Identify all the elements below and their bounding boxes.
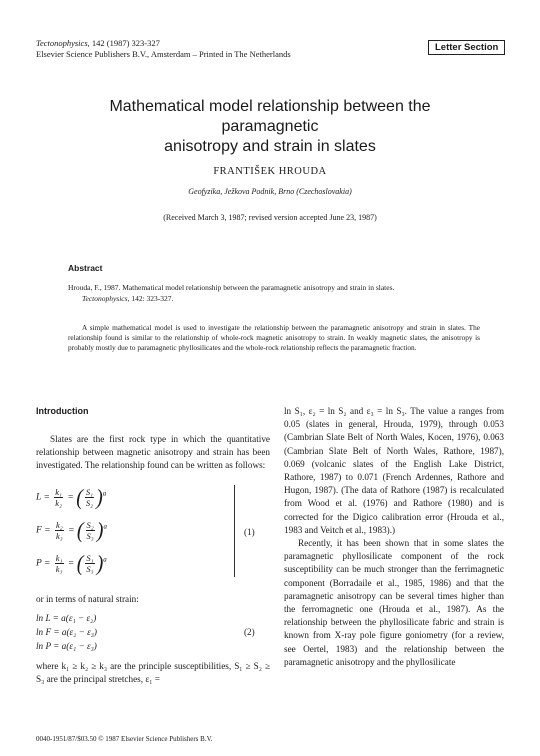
author-name: FRANTIŠEK HROUDA <box>213 166 327 177</box>
equation-P: P = $\frac{\text{k₁}}{\text{k₃}}$ = ( $\frac{\text{S₁}}{\text{S₃}}$ )$^a$ <box>36 551 107 576</box>
exponent-a: a <box>103 522 107 531</box>
den-S3: S₃ <box>86 531 94 541</box>
num-k1: k₁ <box>55 553 63 563</box>
abstract-heading: Abstract <box>68 263 103 273</box>
abstract-body: A simple mathematical model is used to investigate the relationship between the paramagnetic anisotropy and strain in slates. The relationship found is similar to the relationship of whole-rock magnetic anisotropy to strain. In weakly magnetic slates, the anisotropy is probably mostly due to paramagnetic phyllosilicates and the whole-rock relationship reflects the paramagnetic fraction. <box>68 323 480 353</box>
title-line-1: Mathematical model relationship between the paramagnetic <box>109 98 431 135</box>
eq-L-label: L = <box>36 492 50 503</box>
equation-lnP: ln P = a(ε₁ − ε₃) <box>36 641 97 651</box>
fraction-k1-k3 <box>55 553 64 574</box>
fraction-S1-S3 <box>85 553 94 574</box>
received-dates: (Received March 3, 1987; revised version accepted June 23, 1987) <box>163 213 377 222</box>
eq-F-label: F = <box>36 525 51 536</box>
den-k2: k₂ <box>55 498 63 508</box>
journal-name: Tectonophysics <box>36 38 88 48</box>
section-label: Letter Section <box>428 40 505 55</box>
citation-journal: Tectonophysics <box>82 293 128 303</box>
citation-text: Hrouda, F., 1987. Mathematical model relationship between the paramagnetic anisotropy and strain in slates. <box>68 283 395 292</box>
title-line-2: anisotropy and strain in slates <box>164 138 376 155</box>
fraction-S1-S2 <box>85 487 94 508</box>
definitions-paragraph: where k₁ ≥ k₂ ≥ k₃ are the principle susceptibilities, S₁ ≥ S₂ ≥ S₃ are the principal stretches, ε₁ = <box>36 661 270 685</box>
den-S3: S₃ <box>86 564 94 574</box>
equation-lnL: ln L = a(ε₁ − ε₂) <box>36 613 97 623</box>
num-S1: S₁ <box>86 553 94 563</box>
fraction-k2-k3 <box>55 520 64 541</box>
equation-F: F = $\frac{\text{k₂}}{\text{k₃}}$ = ( $\frac{\text{S₂}}{\text{S₃}}$ )$^a$ <box>36 518 107 543</box>
citation-pages: , 142: 323-327. <box>127 293 174 303</box>
copyright-footer: 0040-1951/87/$03.50 © 1987 Elsevier Science Publishers B.V. <box>36 735 213 743</box>
abstract-citation <box>68 283 480 304</box>
num-S2: S₂ <box>86 520 94 530</box>
natural-strain-text: or in terms of natural strain: <box>36 594 139 604</box>
den-S2: S₂ <box>85 498 94 508</box>
article-title <box>60 97 480 157</box>
num-k2: k₂ <box>55 520 63 530</box>
fraction-S2-S3 <box>86 520 95 541</box>
equation-lnF: ln F = a(ε₂ − ε₃) <box>36 627 97 637</box>
journal-header <box>36 38 291 60</box>
intro-paragraph: Slates are the first rock type in which the quantitative relationship between magnetic anisotropy and strain has been investigated. The relationship found can be written as follows: <box>36 434 270 471</box>
equation-number-2: (2) <box>244 627 255 637</box>
exponent-a: a <box>103 555 107 564</box>
equation-number-1: (1) <box>244 527 255 537</box>
right-paragraph-2: Recently, it has been shown that in some slates the paramagnetic phyllosilicate component of the rock susceptibility can be much stronger than the ferrimagnetic component (Borradaile et al., 1985, 1986) and that the paramagnetic anisotropy can be several times higher than the ferromagnetic one (Hrouda et al., 1987). As the relationship between the phyllosilicate fabric and strain is known from X-ray pole figure goniometry (for a review, see Oertel, 1983) and the relationship between the paramagnetic anisotropy and the phyllosilicate <box>284 538 504 667</box>
introduction-heading: Introduction <box>36 406 89 416</box>
right-paragraph-1: ln S₁, ε₂ = ln S₂ and ε₃ = ln S₃. The value a ranges from 0.05 (slates in general, Hrouda, 1979), through 0.053 (Cambrian Slate Belt of North Wales, Kocen, 1976), 0.063 (Cambrian Slate Belt of North Wales, Rathore, 1987), 0.069 (volcanic slates of the English Lake District, Rathore, 1987) to 0.071 (French Ardennes, Rathore and Hugon, 1987). (The data of Rathore (1987) is recalculated from Wood et al. (1976) and Rathore (1980) and is corrected for the Digico calibration error (Hrouda et al., 1983 and Veitch et al., 1983).) <box>284 406 504 535</box>
num-k1: k₁ <box>55 487 63 497</box>
equation-L: L = $\frac{\text{k₁}}{\text{k₂}}$ = ( $\frac{\text{S₁}}{\text{S₂}}$ )$^a$ <box>36 485 107 510</box>
journal-ref: , 142 (1987) 323-327 <box>87 38 160 48</box>
author-affiliation: Geofyzika, Ježkova Podnik, Brno (Czechoslovakia) <box>188 187 352 196</box>
den-k3: k₃ <box>55 564 63 574</box>
eq-P-label: P = <box>36 558 51 569</box>
publisher-line: Elsevier Science Publishers B.V., Amsterdam – Printed in The Netherlands <box>36 49 291 59</box>
right-column <box>284 405 504 669</box>
fraction-k1-k2 <box>54 487 63 508</box>
exponent-a: a <box>102 489 107 498</box>
den-k3: k₃ <box>55 531 63 541</box>
equation-group-brace <box>234 485 235 577</box>
num-S1: S₁ <box>85 487 94 497</box>
